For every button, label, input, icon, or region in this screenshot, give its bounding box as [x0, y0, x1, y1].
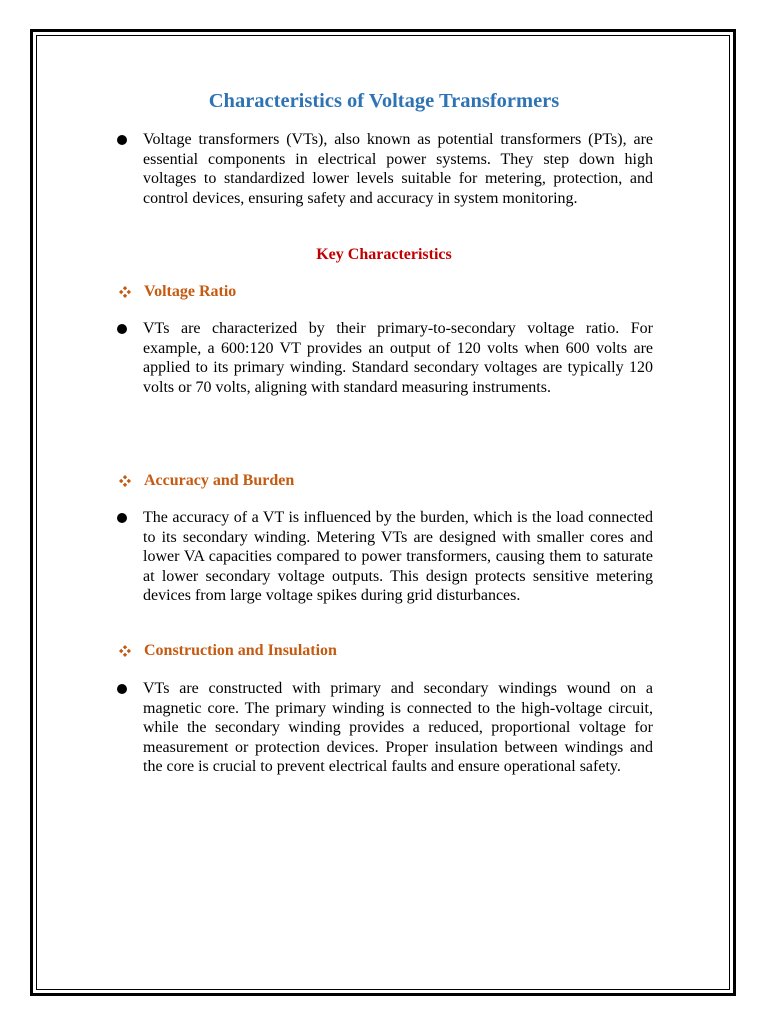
- bullet-icon: [117, 684, 127, 694]
- bullet-icon: [117, 135, 127, 145]
- page-title: Characteristics of Voltage Transformers: [208, 90, 560, 112]
- diamond-bullet-icon: [119, 475, 131, 487]
- section-heading-label: Voltage Ratio: [144, 283, 237, 300]
- voltage-ratio-paragraph: VTs are characterized by their primary-to-secondary voltage ratio. For example, a 600:120 VT provides an output of 120 volts when 600 volts are applied to its primary winding. Standard secondary voltages are typically 120 volts or 70 volts, aligning with standard measuring instruments.: [143, 320, 653, 396]
- accuracy-burden-paragraph: The accuracy of a VT is influenced by the burden, which is the load connected to its secondary winding. Metering VTs are designed with smaller cores and lower VA capacities compared to power transformers, causing them to saturate at lower secondary voltage outputs. This design protects sensitive metering devices from large voltage spikes during grid disturbances.: [143, 509, 653, 604]
- intro-paragraph: Voltage transformers (VTs), also known as potential transformers (PTs), are essential components in electrical power systems. They step down high voltages to standardized lower levels suitable for metering, protection, and control devices, ensuring safety and accuracy in system monitoring.: [143, 131, 653, 207]
- bullet-icon: [117, 324, 127, 334]
- section-heading-label: Construction and Insulation: [144, 642, 337, 659]
- construction-insulation-paragraph: VTs are constructed with primary and secondary windings wound on a magnetic core. The primary winding is connected to the high-voltage circuit, while the secondary winding provides a reduced, proportional voltage for measurement or protection devices. Proper insulation between windings and the core is crucial to prevent electrical faults and ensure operational safety.: [143, 680, 653, 775]
- diamond-bullet-icon: [119, 645, 131, 657]
- section-heading-label: Accuracy and Burden: [144, 472, 295, 489]
- key-characteristics-heading: Key Characteristics: [316, 246, 452, 263]
- bullet-icon: [117, 513, 127, 523]
- diamond-bullet-icon: [119, 286, 131, 298]
